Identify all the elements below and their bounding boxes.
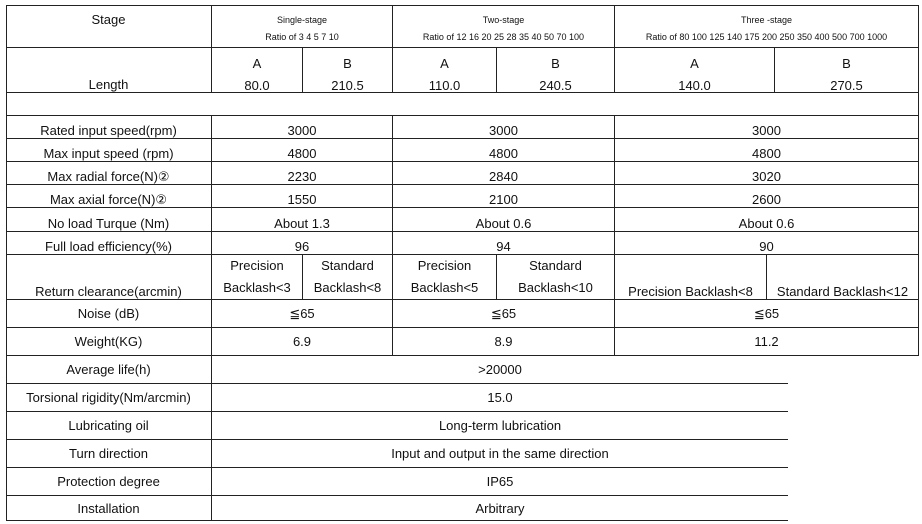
col-b-label: B (343, 56, 352, 71)
spec-row-value: 1550 (212, 185, 393, 208)
length-value: 110.0 (428, 78, 461, 93)
spec-row-value: 4800 (615, 139, 919, 162)
clearance-text: Standard (529, 258, 582, 273)
common-row-value: IP65 (212, 468, 788, 496)
spec-row-value: 2100 (393, 185, 615, 208)
clearance-two-precision (393, 255, 497, 300)
length-value: 270.5 (830, 78, 863, 93)
spec-row-label: Max input speed (rpm) (6, 139, 212, 162)
spec-row-value: 3020 (615, 162, 919, 185)
spec-table (6, 5, 919, 521)
spec-row-label: Max radial force(N)② (6, 162, 212, 185)
clearance-text: Backlash<3 (223, 280, 291, 295)
col-a-label: A (690, 56, 699, 71)
length-value: 240.5 (539, 78, 572, 93)
length-cell-three-a (615, 48, 775, 93)
spec-row-value: 2230 (212, 162, 393, 185)
spec-row-label: No load Turque (Nm) (6, 208, 212, 232)
common-row-value: Arbitrary (212, 496, 788, 521)
common-row-label: Turn direction (6, 440, 212, 468)
single-stage-ratio: Ratio of 3 4 5 7 10 (265, 32, 339, 42)
clearance-two-standard (497, 255, 615, 300)
col-b-label: B (551, 56, 560, 71)
length-cell-two-a (393, 48, 497, 93)
common-row-value: >20000 (212, 356, 788, 384)
spec-row-value: 3000 (393, 116, 615, 139)
common-row-value: 15.0 (212, 384, 788, 412)
clearance-three-standard: Standard Backlash<12 (767, 255, 919, 300)
spec-row-value: 3000 (615, 116, 919, 139)
clearance-text: Precision (230, 258, 284, 273)
clearance-text: Backlash<8 (313, 280, 382, 295)
spec-row-value: About 1.3 (212, 208, 393, 232)
spec-row-value: 2840 (393, 162, 615, 185)
spec-row-value: 4800 (393, 139, 615, 162)
spec-row-value: About 0.6 (615, 208, 919, 232)
clearance-text: Precision (417, 258, 472, 273)
spec-row-value: 3000 (212, 116, 393, 139)
stage-header: Stage (6, 5, 212, 48)
noise-value: ≦65 (615, 300, 919, 328)
three-stage-title: Three -stage (740, 15, 793, 25)
length-cell-single-b (303, 48, 393, 93)
two-stage-ratio: Ratio of 12 16 20 25 28 35 40 50 70 100 (422, 32, 585, 42)
col-b-label: B (842, 56, 851, 71)
common-row-label: Protection degree (6, 468, 212, 496)
spec-row-label: Max axial force(N)② (6, 185, 212, 208)
spec-row-label: Full load efficiency(%) (6, 232, 212, 255)
spec-row-label: Rated input speed(rpm) (6, 116, 212, 139)
length-cell-single-a (212, 48, 303, 93)
clearance-label: Return clearance(arcmin) (6, 255, 212, 300)
clearance-text: Standard (321, 258, 374, 273)
common-row-label: Average life(h) (6, 356, 212, 384)
spec-row-value: 96 (212, 232, 393, 255)
noise-value: ≦65 (212, 300, 393, 328)
length-value: 140.0 (678, 78, 711, 93)
weight-value: 6.9 (212, 328, 393, 356)
clearance-single-precision (212, 255, 303, 300)
weight-value: 11.2 (615, 328, 919, 356)
common-row-label: Torsional rigidity(Nm/arcmin) (6, 384, 212, 412)
col-a-label: A (440, 56, 449, 71)
separator-row (6, 93, 919, 116)
three-stage-ratio: Ratio of 80 100 125 140 175 200 250 350 400 500 700 1000 (645, 32, 888, 42)
length-cell-three-b (775, 48, 919, 93)
length-value: 80.0 (244, 78, 270, 93)
spec-row-value: 4800 (212, 139, 393, 162)
common-row-value: Input and output in the same direction (212, 440, 788, 468)
two-stage-header (393, 5, 615, 48)
weight-value: 8.9 (393, 328, 615, 356)
single-stage-header (212, 5, 393, 48)
length-value: 210.5 (331, 78, 364, 93)
spec-row-value: 2600 (615, 185, 919, 208)
clearance-three-precision: Precision Backlash<8 (615, 255, 767, 300)
spec-row-value: About 0.6 (393, 208, 615, 232)
clearance-text: Backlash<5 (410, 280, 479, 295)
single-stage-title: Single-stage (276, 15, 328, 25)
two-stage-title: Two-stage (482, 15, 525, 25)
spec-row-value: 90 (615, 232, 919, 255)
three-stage-header (615, 5, 919, 48)
clearance-single-standard (303, 255, 393, 300)
length-cell-two-b (497, 48, 615, 93)
weight-label: Weight(KG) (6, 328, 212, 356)
noise-value: ≦65 (393, 300, 615, 328)
col-a-label: A (252, 56, 262, 71)
common-row-label: Lubricating oil (6, 412, 212, 440)
noise-label: Noise (dB) (6, 300, 212, 328)
common-row-value: Long-term lubrication (212, 412, 788, 440)
length-label: Length (6, 48, 212, 93)
spec-row-value: 94 (393, 232, 615, 255)
clearance-text: Backlash<10 (518, 280, 593, 295)
common-row-label: Installation (6, 496, 212, 521)
